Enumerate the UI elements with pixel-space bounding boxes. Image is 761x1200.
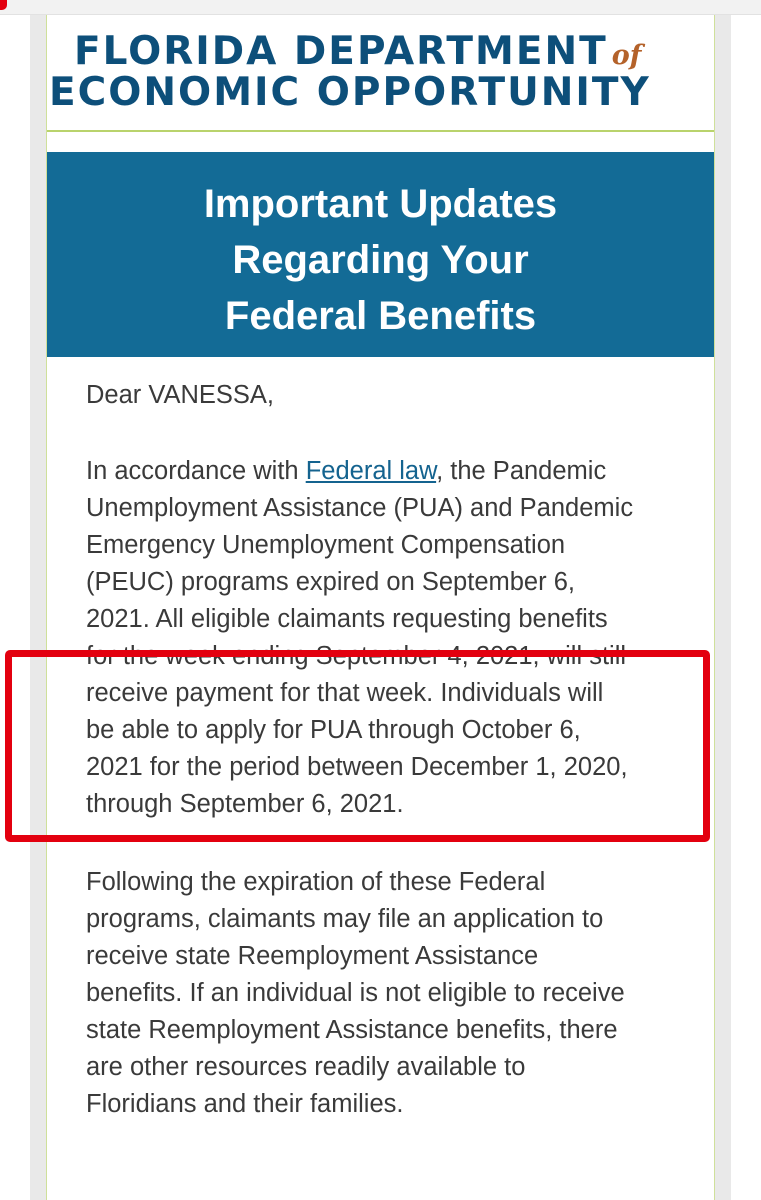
logo-text-department: FLORIDA DEPARTMENT	[74, 29, 608, 74]
left-gutter	[30, 15, 46, 1200]
paragraph-line: receive payment for that week. Individuals will	[86, 679, 604, 707]
paragraph-line: are other resources readily available to	[86, 1053, 526, 1081]
paragraph-line: Floridians and their families.	[86, 1090, 404, 1118]
banner-title	[47, 176, 714, 344]
text-fragment: In accordance with	[86, 457, 306, 485]
paragraph-line	[86, 453, 691, 490]
paragraph-line: be able to apply for PUA through October 6,	[86, 716, 581, 744]
banner-title-line: Regarding Your	[232, 238, 529, 282]
paragraph-line: 2021 for the period between December 1, 2020,	[86, 753, 628, 781]
banner	[47, 152, 714, 357]
federal-law-link[interactable]: Federal law	[305, 457, 437, 485]
paragraph-line: Following the expiration of these Federal	[86, 868, 546, 896]
paragraph-line: Emergency Unemployment Compensation	[86, 531, 566, 559]
status-strip	[0, 0, 761, 15]
text-fragment: , the Pandemic	[436, 457, 607, 485]
logo-line-2: ECONOMIC OPPORTUNITY	[49, 70, 651, 115]
paragraph-line: for the week ending September 4, 2021, will still	[86, 642, 627, 670]
banner-title-line: Federal Benefits	[224, 294, 537, 338]
paragraph-line: through September 6, 2021.	[86, 790, 404, 818]
logo-text-of: of	[611, 40, 642, 71]
message-content	[86, 377, 691, 1118]
header-divider	[47, 130, 714, 132]
paragraph-line: benefits. If an individual is not eligible to receive	[86, 979, 625, 1007]
notification-marker	[0, 0, 7, 10]
paragraph-state-assistance	[86, 864, 691, 1123]
paragraph-line: receive state Reemployment Assistance	[86, 942, 539, 970]
paragraph-federal-programs	[86, 453, 691, 823]
banner-title-line: Important Updates	[203, 182, 558, 226]
greeting: Dear VANESSA,	[86, 381, 275, 409]
right-gutter	[715, 15, 731, 1200]
paragraph-line: state Reemployment Assistance benefits, there	[86, 1016, 618, 1044]
paragraph-line: 2021. All eligible claimants requesting benefits	[86, 605, 608, 633]
paragraph-line: (PEUC) programs expired on September 6,	[86, 568, 575, 596]
email-body	[46, 15, 715, 1200]
paragraph-line: Unemployment Assistance (PUA) and Pandemic	[86, 494, 634, 522]
paragraph-line: programs, claimants may file an application to	[86, 905, 604, 933]
